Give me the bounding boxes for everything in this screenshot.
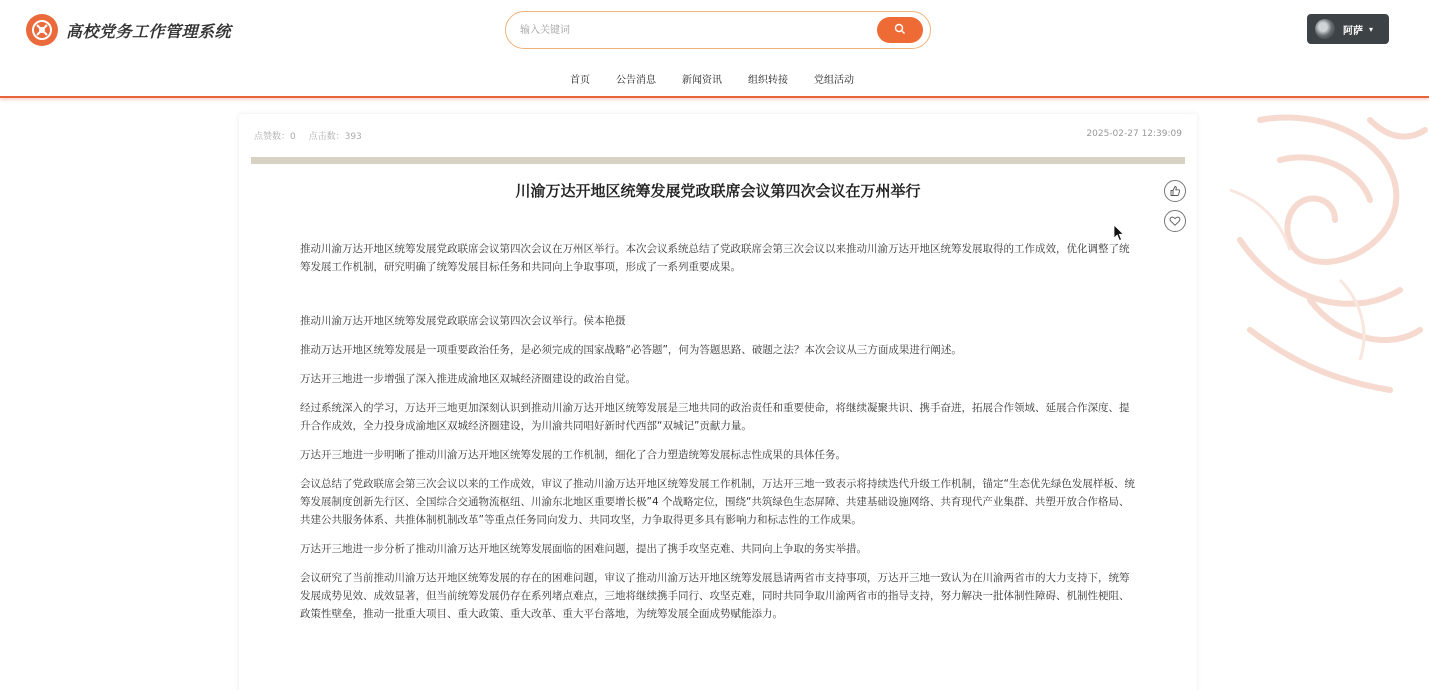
article-paragraph: 万达开三地进一步增强了深入推进成渝地区双城经济圈建设的政治自觉。 — [300, 373, 636, 385]
nav-item-party-activities[interactable]: 党组活动 — [814, 75, 854, 86]
article-paragraph: 推动川渝万达开地区统筹发展党政联席会议第四次会议举行。侯本艳摄 — [300, 315, 626, 327]
nav-item-news[interactable]: 新闻资讯 — [682, 75, 722, 86]
article-paragraph: 万达开三地进一步明晰了推动川渝万达开地区统筹发展的工作机制，细化了合力塑造统筹发展标志性成果的具体任务。 — [300, 449, 846, 461]
article-paragraph: 万达开三地进一步分析了推动川渝万达开地区统筹发展面临的困难问题，提出了携手攻坚克难、共同向上争取的务实举措。 — [300, 543, 867, 555]
chevron-down-icon: ▾ — [1369, 24, 1374, 34]
main-nav — [570, 70, 867, 92]
user-name: 阿萨 — [1343, 25, 1363, 37]
nav-item-home[interactable]: 首页 — [570, 75, 590, 86]
likes-count: 点赞数：0 — [254, 132, 296, 142]
logo-text: 高校党务工作管理系统 — [66, 21, 232, 41]
favorite-button[interactable] — [1164, 210, 1186, 232]
article-paragraph: 会议研究了当前推动川渝万达开地区统筹发展的存在的困难问题，审议了推动川渝万达开地区统筹发展恳请两省市支持事项，万达开三地一致认为在川渝两省市的大力支持下，统筹发展成势见效、成效显著，但当前统筹发展仍存在系列堵点难点，三地将继续携手同行、攻坚克难，同时共同争取川渝两省市的指导支持，努力解决一批体制性障碍、机制性梗阻、政策性壁垒，推动一批重大项目、重大政策、重大改革、重大平台落地，为统筹发展全面成势赋能添力。 — [300, 572, 1130, 620]
nav-item-announcements[interactable]: 公告消息 — [616, 75, 656, 86]
search-icon — [894, 23, 906, 38]
article-body — [300, 240, 1138, 634]
search-input[interactable] — [520, 20, 860, 40]
clicks-count: 点击数：393 — [308, 132, 362, 142]
heart-icon — [1169, 212, 1181, 231]
publish-datetime: 2025-02-27 12:39:09 — [1086, 129, 1182, 139]
article-meta — [254, 129, 1182, 145]
title-divider — [251, 157, 1185, 164]
thumbs-up-icon — [1169, 182, 1181, 201]
avatar — [1315, 19, 1335, 39]
logo[interactable] — [26, 13, 231, 47]
nav-item-org-transfer[interactable]: 组织转接 — [748, 75, 788, 86]
logo-icon — [26, 14, 58, 46]
article-card — [239, 114, 1197, 690]
article-paragraph: 经过系统深入的学习，万达开三地更加深刻认识到推动川渝万达开地区统筹发展是三地共同的政治责任和重要使命，将继续凝聚共识、携手奋进，拓展合作领域、延展合作深度、提升合作成效，全力投身成渝地区双城经济圈建设，为川渝共同唱好新时代西部“双城记”贡献力量。 — [300, 402, 1130, 432]
header — [0, 0, 1429, 98]
user-menu-button[interactable] — [1307, 14, 1389, 44]
search-button[interactable] — [877, 17, 923, 43]
article-paragraph: 推动万达开地区统筹发展是一项重要政治任务，是必须完成的国家战略“必答题”，何为答题思路、破题之法？本次会议从三方面成果进行阐述。 — [300, 344, 962, 356]
like-button[interactable] — [1164, 180, 1186, 202]
article-title: 川渝万达开地区统筹发展党政联席会议第四次会议在万州举行 — [515, 182, 921, 200]
article-paragraph: 推动川渝万达开地区统筹发展党政联席会议第四次会议在万州区举行。本次会议系统总结了党政联席会第三次会议以来推动川渝万达开地区统筹发展取得的工作成效，优化调整了统筹发展工作机制，研究明确了统筹发展目标任务和共同向上争取事项，形成了一系列重要成果。 — [300, 243, 1130, 273]
article-paragraph: 会议总结了党政联席会第三次会议以来的工作成效，审议了推动川渝万达开地区统筹发展工作机制，万达开三地一致表示将持续迭代升级工作机制，锚定“生态优先绿色发展样板、统筹发展制度创新先行区、全国综合交通物流枢纽、川渝东北地区重要增长极”4 个战略定位，围绕“共筑绿色生态屏障、共建基础设施网络、共育现代产业集群、共塑开放合作格局、共建公共服务体系、共推体制机制改革”等重点任务同向发力、共同攻坚，力争取得更多具有影响力和标志性的工作成果。 — [300, 478, 1135, 526]
mouse-cursor-icon — [1113, 224, 1125, 242]
search-box — [505, 11, 931, 49]
decorative-phoenix-pattern — [1220, 100, 1429, 400]
